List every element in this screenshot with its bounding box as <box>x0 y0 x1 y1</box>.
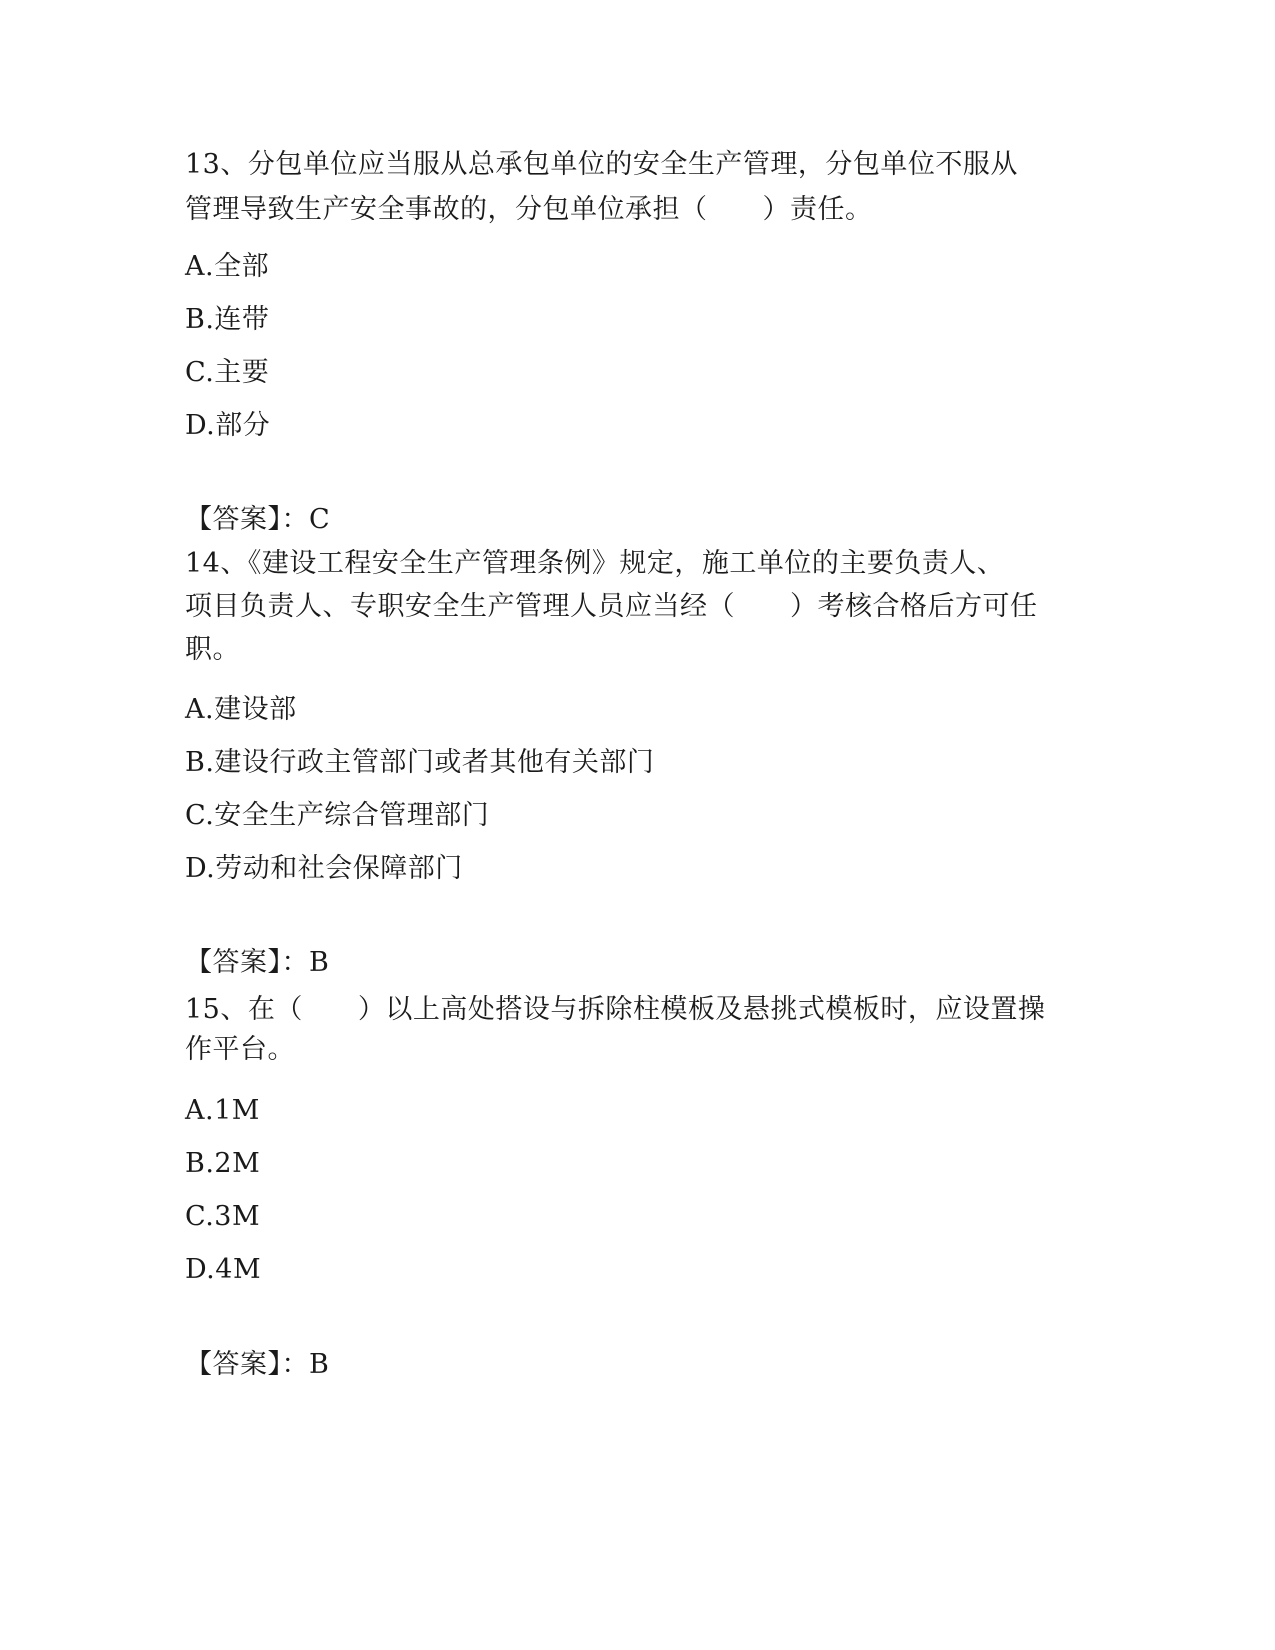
answer-value: B <box>309 1349 330 1380</box>
question-15-option-d: D.4M <box>185 1254 262 1285</box>
question-14-option-d: D.劳动和社会保障部门 <box>185 853 463 884</box>
question-13-option-a: A.全部 <box>185 251 270 282</box>
question-14-answer <box>185 943 329 983</box>
answer-label: 【答案】： <box>185 504 309 535</box>
question-14-stem-line-1: 14、《建设工程安全生产管理条例》规定，施工单位的主要负责人、 <box>185 548 1005 579</box>
question-14-stem-line-3: 职。 <box>185 634 240 665</box>
question-15-option-a: A.1M <box>185 1095 260 1126</box>
question-13-option-c: C.主要 <box>185 357 270 388</box>
question-15-stem-line-1: 15、在（ ）以上高处搭设与拆除柱模板及悬挑式模板时，应设置操 <box>185 994 1046 1025</box>
question-14-option-b: B.建设行政主管部门或者其他有关部门 <box>185 747 655 778</box>
question-15-option-c: C.3M <box>185 1201 261 1232</box>
question-15-answer <box>185 1345 329 1385</box>
question-15-option-b: B.2M <box>185 1148 261 1179</box>
question-14-option-c: C.安全生产综合管理部门 <box>185 800 490 831</box>
question-14-stem-line-2: 项目负责人、专职安全生产管理人员应当经（ ）考核合格后方可任 <box>185 591 1038 622</box>
question-13-option-d: D.部分 <box>185 410 271 441</box>
question-13-stem-line-1: 13、分包单位应当服从总承包单位的安全生产管理，分包单位不服从 <box>185 149 1018 180</box>
question-14-option-a: A.建设部 <box>185 694 297 725</box>
question-13-stem-line-2: 管理导致生产安全事故的，分包单位承担（ ）责任。 <box>185 194 873 225</box>
answer-value: C <box>309 504 331 535</box>
answer-label: 【答案】： <box>185 947 309 978</box>
answer-value: B <box>309 947 330 978</box>
answer-label: 【答案】： <box>185 1349 309 1380</box>
question-13-option-b: B.连带 <box>185 304 270 335</box>
question-13-answer <box>185 500 330 540</box>
question-15-stem-line-2: 作平台。 <box>185 1034 295 1065</box>
